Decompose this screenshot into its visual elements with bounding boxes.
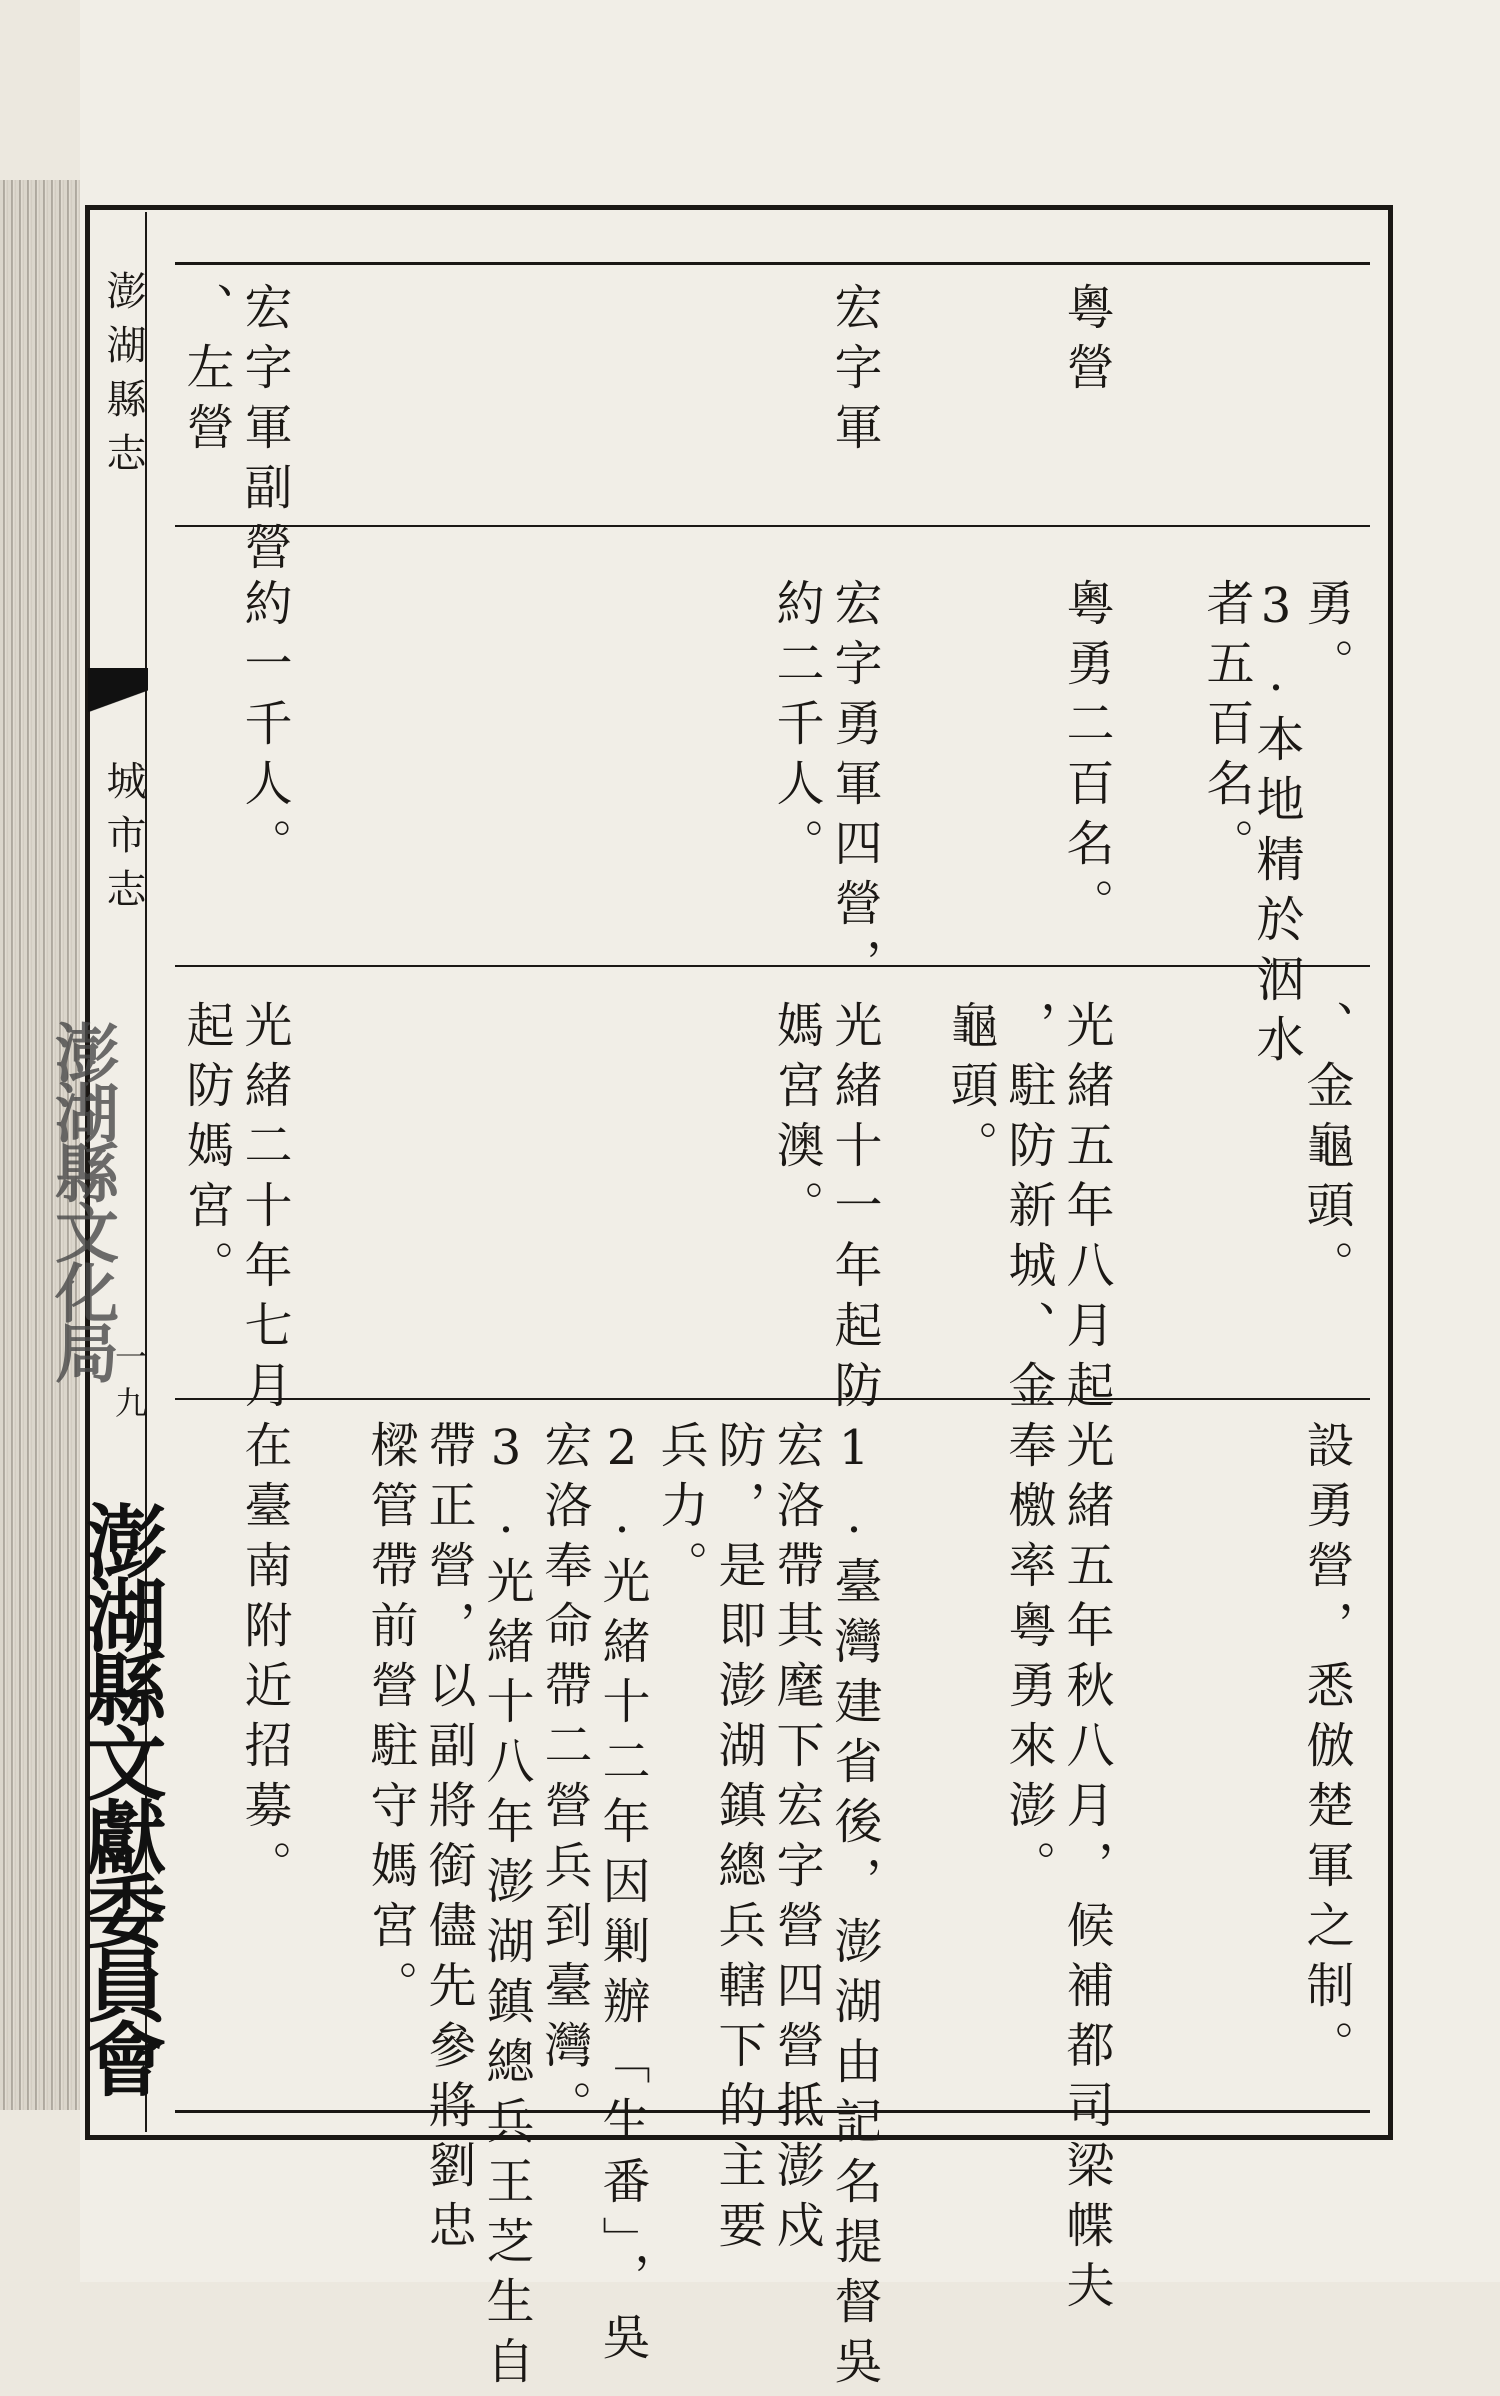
row3-notes-line1: 在臺南附近招募。 (236, 1420, 292, 1900)
row2-notes-line2: 宏洛帶其麾下宏字營四營抵澎戍 (768, 1420, 824, 2260)
row3-unit-line2: 、左營 (178, 282, 234, 462)
row2-notes-line1: 1.臺灣建省後，澎湖由記名提督吳 (826, 1420, 882, 2396)
row2-notes-line7: 3.光緒十八年澎湖鎮總兵王芝生自 (478, 1420, 534, 2396)
row0-section1-line2: 3.本地精於泅水 (1248, 578, 1304, 1074)
row2-notes-line5: 2.光緒十二年因剿辦「生番」，吳 (594, 1420, 650, 2372)
book-title: 澎湖縣志 (100, 270, 146, 486)
library-stamp: 澎湖縣文化局 (44, 1020, 118, 1380)
table-top-rule (175, 262, 1370, 265)
row1-time-line1: 光緒五年八月起 (1058, 1000, 1114, 1420)
chapter-title: 城市志 (100, 760, 146, 922)
table-col-divider (175, 1398, 1370, 1400)
table-col-divider (175, 965, 1370, 967)
row1-notes-line2: 奉檄率粵勇來澎。 (1000, 1420, 1056, 1900)
row2-notes-line4: 兵力。 (652, 1420, 708, 1600)
row0-section3-line1: 設勇營，悉倣楚軍之制。 (1298, 1420, 1354, 2080)
row2-notes-line3: 防，是即澎湖鎮總兵轄下的主要 (710, 1420, 766, 2260)
chapter-tab (88, 668, 148, 726)
row1-time-line3: 龜頭。 (942, 1000, 998, 1180)
page-number: 一九 (110, 1340, 148, 1432)
row0-section1-line3: 者五百名。 (1198, 578, 1254, 878)
row0-section1-line1: 勇。 (1298, 578, 1354, 698)
row1-unit: 粵營 (1058, 282, 1114, 402)
row2-time-line1: 光緒十一年起防 (826, 1000, 882, 1420)
row2-notes-line9: 樑管帶前營駐守媽宮。 (362, 1420, 418, 2020)
row2-time-line2: 媽宮澳。 (768, 1000, 824, 1240)
row3-time-line2: 起防媽宮。 (178, 1000, 234, 1300)
row1-notes-line1: 光緒五年秋八月，候補都司梁幉夫 (1058, 1420, 1114, 2320)
row2-unit: 宏字軍 (826, 282, 882, 462)
row3-unit-line1: 宏字軍副營 (236, 282, 292, 582)
row2-size-line2: 約二千人。 (768, 578, 824, 878)
row2-notes-line6: 宏洛奉命帶二營兵到臺灣。 (536, 1420, 592, 2140)
row2-notes-line8: 帶正營，以副將銜儘先參將劉忠 (420, 1420, 476, 2260)
row0-section2-line1: 、金龜頭。 (1298, 1000, 1354, 1300)
row3-time-line1: 光緒二十年七月 (236, 1000, 292, 1420)
table-col-divider (175, 525, 1370, 527)
row2-size-line1: 宏字勇軍四營， (826, 578, 882, 998)
row3-size: 約一千人。 (236, 578, 292, 878)
row1-size: 粵勇二百名。 (1058, 578, 1114, 938)
row1-time-line2: ，駐防新城、金 (1000, 1000, 1056, 1420)
committee-stamp: 澎湖縣文獻委員會 (73, 1500, 166, 2092)
